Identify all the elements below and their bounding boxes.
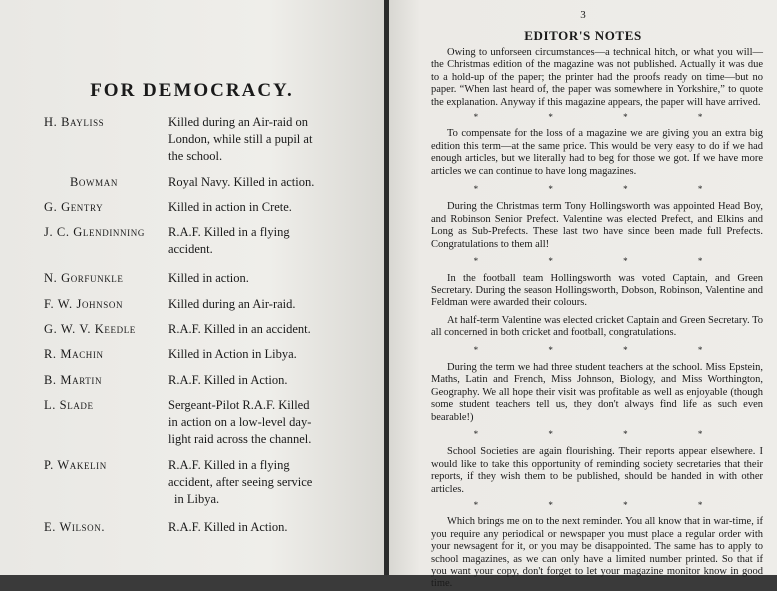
separator: * * * * (473, 428, 737, 439)
page-title: FOR DEMOCRACY. (90, 80, 294, 101)
roll-of-honour (44, 114, 364, 536)
paragraph: Owing to unforseen circumstances—a technical hitch, or what you will—the Christmas edition of the magazine was not published. Actually it was due to a hold-up of the paper; the printer had the proofs ready on time—but no paper. “When last heard of, the paper was somewhere in Yorkshire,” to quote the explanation. Anyway if this magazine appears, the paper will have arrived. (431, 47, 763, 108)
paragraph: Which brings me on to the next reminder. You all know that in war-time, if you require any periodical or newspaper you must place a regular order with your newsagent for it, or you may be disappointed. The same has to apply to school magazines, as we can only have a limited number printed. So that if you want your copy, don't forget to let your magazine monitor know in good time. (431, 516, 763, 590)
desc-line: Killed during an Air-raid on (168, 115, 308, 129)
editors-notes (431, 47, 763, 591)
paragraph: During the term we had three student teachers at the school. Miss Epstein, Maths, Latin and French, Miss Johnson, Biology, and Miss Worthington, Geography. We all hope their visit was profitable as well as enjoyable (though some student teachers tell us, they don't always find life as such even bearable!) (431, 361, 763, 423)
list-item (44, 372, 364, 389)
list-item (44, 199, 364, 216)
desc-line: R.A.F. Killed in Action. (168, 373, 288, 387)
paragraph: At half-term Valentine was elected cricket Captain and Green Secretary. To all concerned in both cricket and football, congratulations. (431, 314, 763, 339)
list-item (44, 114, 364, 165)
entry-name: L. Slade (44, 398, 94, 412)
entry-name: G. W. V. Keedle (44, 322, 136, 336)
desc-line: the school. (168, 149, 223, 163)
left-page (0, 0, 384, 575)
desc-line: Killed during an Air-raid. (168, 297, 296, 311)
separator: * * * * (473, 500, 737, 510)
desc-line: in action on a low-level day- (168, 415, 312, 429)
entry-description (168, 174, 364, 191)
list-item (44, 321, 364, 338)
desc-line: London, while still a pupil at (168, 132, 313, 146)
entry-name: Bowman (70, 175, 118, 189)
right-page (389, 0, 777, 590)
entry-name: H. Bayliss (44, 115, 105, 129)
desc-line: in Libya. (174, 492, 220, 506)
desc-line: accident, after seeing service (168, 475, 313, 489)
separator: * * * * (473, 344, 737, 355)
desc-line: Killed in action. (168, 271, 249, 285)
list-item (44, 457, 364, 508)
separator: * * * * (473, 184, 737, 195)
entry-description (168, 224, 364, 258)
entry-name: F. W. Johnson (44, 297, 124, 311)
list-item (44, 296, 364, 313)
entry-description (168, 397, 364, 448)
desc-line: Royal Navy. Killed in action. (168, 175, 315, 189)
entry-description (168, 372, 364, 389)
desc-line: light raid across the channel. (168, 432, 312, 446)
page-heading: EDITOR'S NOTES (524, 28, 642, 43)
desc-line: R.A.F. Killed in a flying (168, 458, 290, 472)
entry-description (168, 114, 364, 165)
page-number: 3 (580, 9, 586, 21)
entry-description (168, 270, 364, 287)
list-item (44, 270, 364, 287)
entry-name: J. C. Glendinning (44, 225, 145, 239)
list-item (44, 174, 364, 191)
entry-name: B. Martin (44, 373, 103, 387)
paragraph: School Societies are again flourishing. Their reports appear elsewhere. I would like to take this opportunity of reminding society secretaries that their reports, if they wish them to be published, should be handed in with other articles. (431, 446, 763, 495)
list-item (44, 224, 364, 258)
desc-line: accident. (168, 242, 213, 256)
list-item (44, 519, 364, 536)
desc-line: R.A.F. Killed in a flying (168, 225, 290, 239)
paragraph: In the football team Hollingsworth was voted Captain, and Green Secretary. During the season Hollingsworth, Dobson, Robinson, Valentine and Feldman were awarded their colours. (431, 272, 763, 309)
entry-name: P. Wakelin (44, 458, 107, 472)
paragraph: To compensate for the loss of a magazine we are giving you an extra big edition this term—at the same price. This would be very easy to do if we had enough articles, but we literally had to beg for those we got. If we have more articles we can continue to have long magazines. (431, 128, 763, 177)
list-item (44, 346, 364, 363)
desc-line: R.A.F. Killed in an accident. (168, 322, 311, 336)
separator: * * * * (473, 256, 737, 267)
entry-name: N. Gorfunkle (44, 271, 124, 285)
entry-description (168, 296, 364, 313)
desc-line: R.A.F. Killed in Action. (168, 520, 288, 534)
desc-line: Killed in Action in Libya. (168, 347, 297, 361)
entry-description (168, 321, 364, 338)
desc-line: Sergeant-Pilot R.A.F. Killed (168, 398, 310, 412)
entry-description (168, 346, 364, 363)
desc-line: Killed in action in Crete. (168, 200, 292, 214)
entry-name: R. Machin (44, 347, 104, 361)
paragraph: During the Christmas term Tony Hollingsworth was appointed Head Boy, and Robinson Senior Prefect. Valentine was elected Prefect, and Elkins and Long as Sub-Prefects. These last two have since been made full Prefects. Congratulations to them all! (431, 201, 763, 250)
entry-description (168, 519, 364, 536)
entry-description (168, 199, 364, 216)
entry-description (168, 457, 364, 508)
separator: * * * * (473, 112, 737, 123)
entry-name: G. Gentry (44, 200, 104, 214)
list-item (44, 397, 364, 448)
entry-name: E. Wilson. (44, 520, 106, 534)
